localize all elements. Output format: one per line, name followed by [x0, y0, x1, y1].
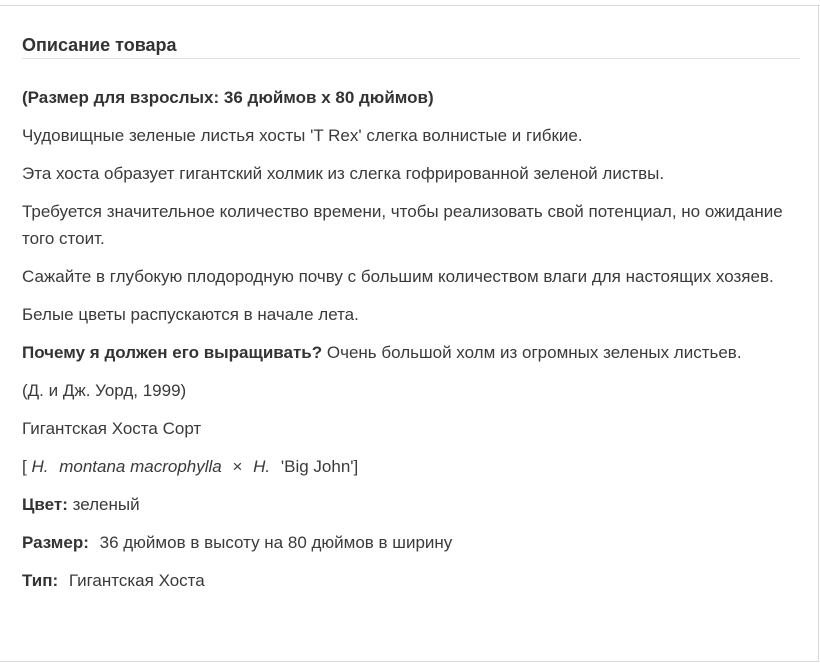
attribute-type	[22, 567, 802, 594]
parentage-cultivar: 'Big John']	[280, 457, 359, 476]
description-body	[22, 84, 802, 605]
parentage-open: [	[22, 457, 27, 476]
hybridizer: (Д. и Дж. Уорд, 1999)	[22, 381, 187, 400]
paragraph-mound: Эта хоста образует гигантский холмик из слегка гофрированной зеленой листвы.	[22, 164, 665, 183]
attribute-size	[22, 529, 802, 556]
paragraph-leaves: Чудовищные зеленые листья хосты 'T Rex' слегка волнистые и гибкие.	[22, 126, 583, 145]
color-value: зеленый	[72, 495, 140, 514]
paragraph-flowers: Белые цветы распускаются в начале лета.	[22, 305, 359, 324]
paragraph-soil: Сажайте в глубокую плодородную почву с большим количеством влаги для настоящих хозяев.	[22, 267, 774, 286]
variety: Гигантская Хоста Сорт	[22, 419, 202, 438]
parentage-genus-2: H.	[253, 457, 271, 476]
why-grow-text: Очень большой холм из огромных зеленых листьев.	[326, 343, 742, 362]
type-value: Гигантская Хоста	[68, 571, 205, 590]
size-heading: (Размер для взрослых: 36 дюймов x 80 дюймов)	[22, 88, 434, 107]
parentage-species-1: montana macrophylla	[59, 457, 222, 476]
why-grow	[22, 339, 802, 366]
why-grow-label: Почему я должен его выращивать?	[22, 343, 323, 362]
parentage-cross: ×	[232, 457, 243, 476]
title-divider	[22, 58, 800, 59]
type-label: Тип:	[22, 571, 59, 590]
size-label: Размер:	[22, 533, 89, 552]
attribute-color	[22, 491, 802, 518]
parentage-genus-1: H.	[31, 457, 49, 476]
color-label: Цвет:	[22, 495, 68, 514]
parentage	[22, 453, 802, 480]
size-value: 36 дюймов в высоту на 80 дюймов в ширину	[99, 533, 453, 552]
paragraph-time: Требуется значительное количество времени, чтобы реализовать свой потенциал, но ожидание того стоит.	[22, 202, 783, 248]
section-title: Описание товара	[22, 35, 177, 55]
